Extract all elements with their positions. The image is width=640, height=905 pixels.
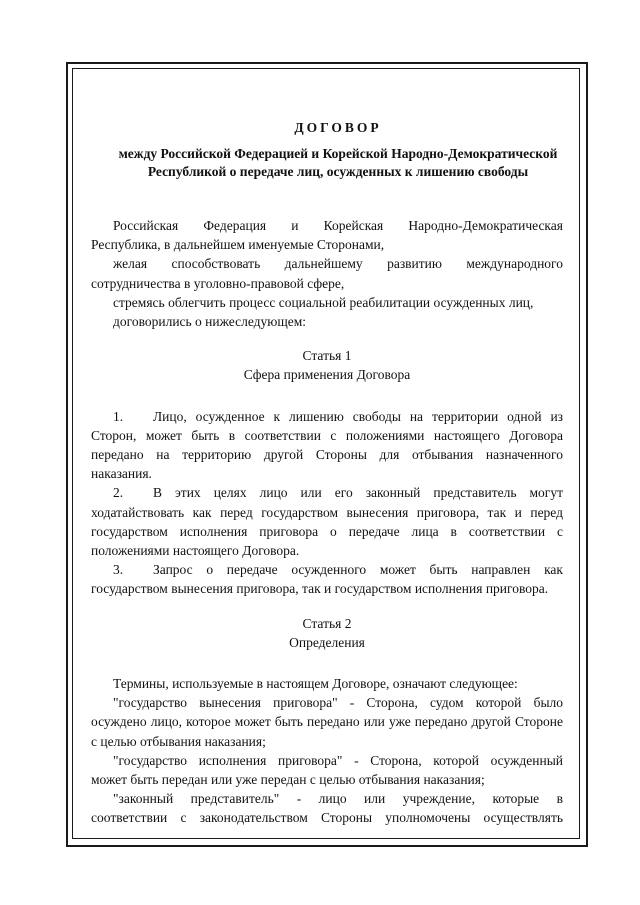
clause-text: Запрос о передаче осужденного может быть направлен как	[153, 562, 563, 578]
article-1-clause-3	[91, 560, 563, 598]
document-subtitle-line-2: Республикой о передаче лиц, осужденных к лишению свободы	[147, 164, 529, 179]
clause-text: Сторон, может быть в соответствии с положениями настоящего Договора	[91, 427, 563, 443]
document-title: ДОГОВОР	[294, 120, 382, 135]
article-1-number: Статья 1	[302, 348, 352, 364]
definitions-intro: Термины, используемые в настоящем Договоре, означают следующее:	[113, 676, 518, 692]
preamble-line: стремясь облегчить процесс социальной реабилитации осужденных лиц,	[113, 294, 534, 310]
preamble-line: договорились о нижеследующем:	[113, 314, 307, 330]
document-body	[91, 120, 563, 828]
preamble-line: сотрудничества в уголовно-правовой сфере,	[91, 275, 345, 291]
clause-text: Лицо, осужденное к лишению свободы на территории одной из	[153, 408, 563, 424]
definition-line: "государство вынесения приговора" - Сторона, судом которой было	[113, 695, 563, 711]
clause-text: ходатайствовать как перед государством вынесения приговора, так и перед	[91, 504, 563, 520]
preamble-line: Республика, в дальнейшем именуемые Сторонами,	[91, 237, 385, 253]
clause-number: 2.	[113, 485, 124, 501]
clause-text: передано на территорию другой Стороны для отбывания назначенного	[91, 447, 563, 463]
clause-text: наказания.	[91, 466, 152, 482]
article-1-clause-2	[91, 483, 563, 560]
clause-text: государством вынесения приговора, так и государством исполнения приговора.	[91, 581, 549, 597]
article-1-clause-1	[91, 407, 563, 484]
clause-text: В этих целях лицо или его законный представитель могут	[153, 485, 563, 501]
clause-number: 3.	[113, 562, 124, 578]
document-subtitle-line-1: между Российской Федерацией и Корейской Народно-Демократической	[118, 146, 558, 161]
article-2-title: Определения	[289, 634, 365, 650]
preamble-line: Российская Федерация и Корейская Народно-Демократическая	[113, 218, 563, 233]
article-2-number: Статья 2	[302, 615, 352, 631]
article-2-definitions	[91, 674, 563, 828]
definition-line: соответствии с законодательством Стороны уполномочены осуществлять	[91, 810, 563, 826]
definition-line: осуждено лицо, которое может быть передано или уже передано другой Стороне	[91, 714, 563, 730]
clause-number: 1.	[113, 408, 124, 424]
definition-line: "законный представитель" - лицо или учреждение, которые в	[113, 791, 563, 807]
clause-text: положениями настоящего Договора.	[91, 543, 300, 559]
preamble	[91, 216, 563, 331]
clause-text: государством исполнения приговора о передаче лица в соответствии с	[91, 523, 563, 539]
definition-line: с целью отбывания наказания;	[91, 733, 266, 749]
definition-line: может быть передан или уже передан с целью отбывания наказания;	[91, 772, 485, 788]
article-1-title: Сфера применения Договора	[243, 367, 411, 383]
preamble-line: желая способствовать дальнейшему развитию международного	[113, 256, 563, 272]
definition-line: "государство исполнения приговора" - Сторона, которой осужденный	[113, 752, 563, 768]
